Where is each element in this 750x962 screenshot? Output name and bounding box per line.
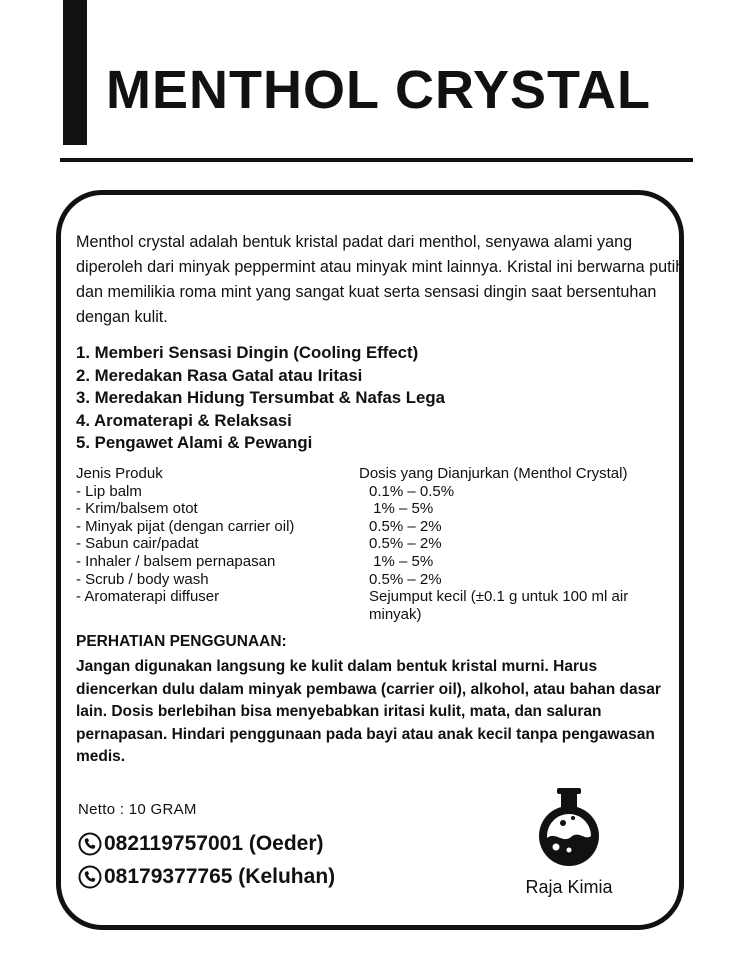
dosage-value: 1% – 5%	[369, 500, 434, 518]
benefit-item: 4. Aromaterapi & Relaksasi	[76, 410, 292, 430]
dosage-header-row	[76, 465, 659, 483]
benefits-list	[76, 342, 445, 455]
dosage-value: 1% – 5%	[369, 552, 434, 570]
dosage-product: - Scrub / body wash	[76, 570, 209, 588]
brand-logo	[510, 786, 628, 898]
dosage-value: 0.5% – 2%	[369, 535, 442, 553]
dosage-row	[76, 483, 659, 501]
dosage-value: 0.1% – 0.5%	[369, 482, 455, 500]
benefit-item: 3. Meredakan Hidung Tersumbat & Nafas Lega	[76, 388, 445, 407]
intro-paragraph: Menthol crystal adalah bentuk kristal padat dari menthol, senyawa alami yang diperoleh dari minyak peppermint atau minyak mint lainnya. Kristal ini berwarna putih dan memilikia roma mint yang sangat kuat serta sensasi dingin saat bersentuhan dengan kulit.	[76, 233, 685, 326]
dosage-row	[76, 588, 659, 623]
warning-body: Jangan digunakan langsung ke kulit dalam bentuk kristal murni. Harus diencerkan dulu dalam minyak pembawa (carrier oil), alkohol, atau bahan dasar lain. Dosis berlebihan bisa menyebabkan iritasi kulit, mata, dan saluran pernapasan. Hindari penggunaan pada bayi atau anak kecil tanpa pengawasan medis.	[76, 658, 661, 765]
phone-icon	[78, 832, 102, 856]
page-title: MENTHOL CRYSTAL	[106, 60, 651, 120]
dosage-value: 0.5% – 2%	[369, 517, 442, 535]
dosage-product: - Inhaler / balsem pernapasan	[76, 552, 276, 570]
dosage-value: Sejumput kecil (±0.1 g untuk 100 ml air minyak)	[369, 588, 629, 623]
warning-title: PERHATIAN PENGGUNAAN:	[76, 633, 287, 650]
phone-complaint[interactable]	[78, 865, 335, 889]
net-weight: Netto : 10 GRAM	[78, 801, 197, 818]
dosage-row	[76, 553, 659, 571]
dosage-row	[76, 518, 659, 536]
phone-complaint-number: 08179377765 (Keluhan)	[104, 865, 336, 888]
dosage-product: - Aromaterapi diffuser	[76, 588, 220, 606]
phone-order[interactable]	[78, 832, 324, 856]
dosage-row	[76, 500, 659, 518]
phone-order-number: 082119757001 (Oeder)	[104, 832, 324, 855]
dosage-header-product: Jenis Produk	[76, 465, 163, 482]
benefit-item: 5. Pengawet Alami & Pewangi	[76, 433, 313, 452]
brand-name: Raja Kimia	[525, 877, 613, 897]
phone-icon	[78, 865, 102, 889]
dosage-product: - Krim/balsem otot	[76, 500, 198, 518]
dosage-product: - Minyak pijat (dengan carrier oil)	[76, 517, 295, 535]
dosage-product: - Sabun cair/padat	[76, 535, 199, 553]
benefit-item: 2. Meredakan Rasa Gatal atau Iritasi	[76, 365, 363, 385]
dosage-table	[76, 465, 659, 623]
title-accent-bar	[63, 0, 87, 145]
dosage-header-dose: Dosis yang Dianjurkan (Menthol Crystal)	[359, 465, 628, 482]
benefit-item: 1. Memberi Sensasi Dingin (Cooling Effect)	[76, 343, 419, 362]
dosage-row	[76, 535, 659, 553]
dosage-row	[76, 571, 659, 589]
title-divider	[60, 158, 693, 162]
flask-icon	[529, 786, 609, 870]
dosage-value: 0.5% – 2%	[369, 570, 442, 588]
dosage-product: - Lip balm	[76, 482, 142, 500]
